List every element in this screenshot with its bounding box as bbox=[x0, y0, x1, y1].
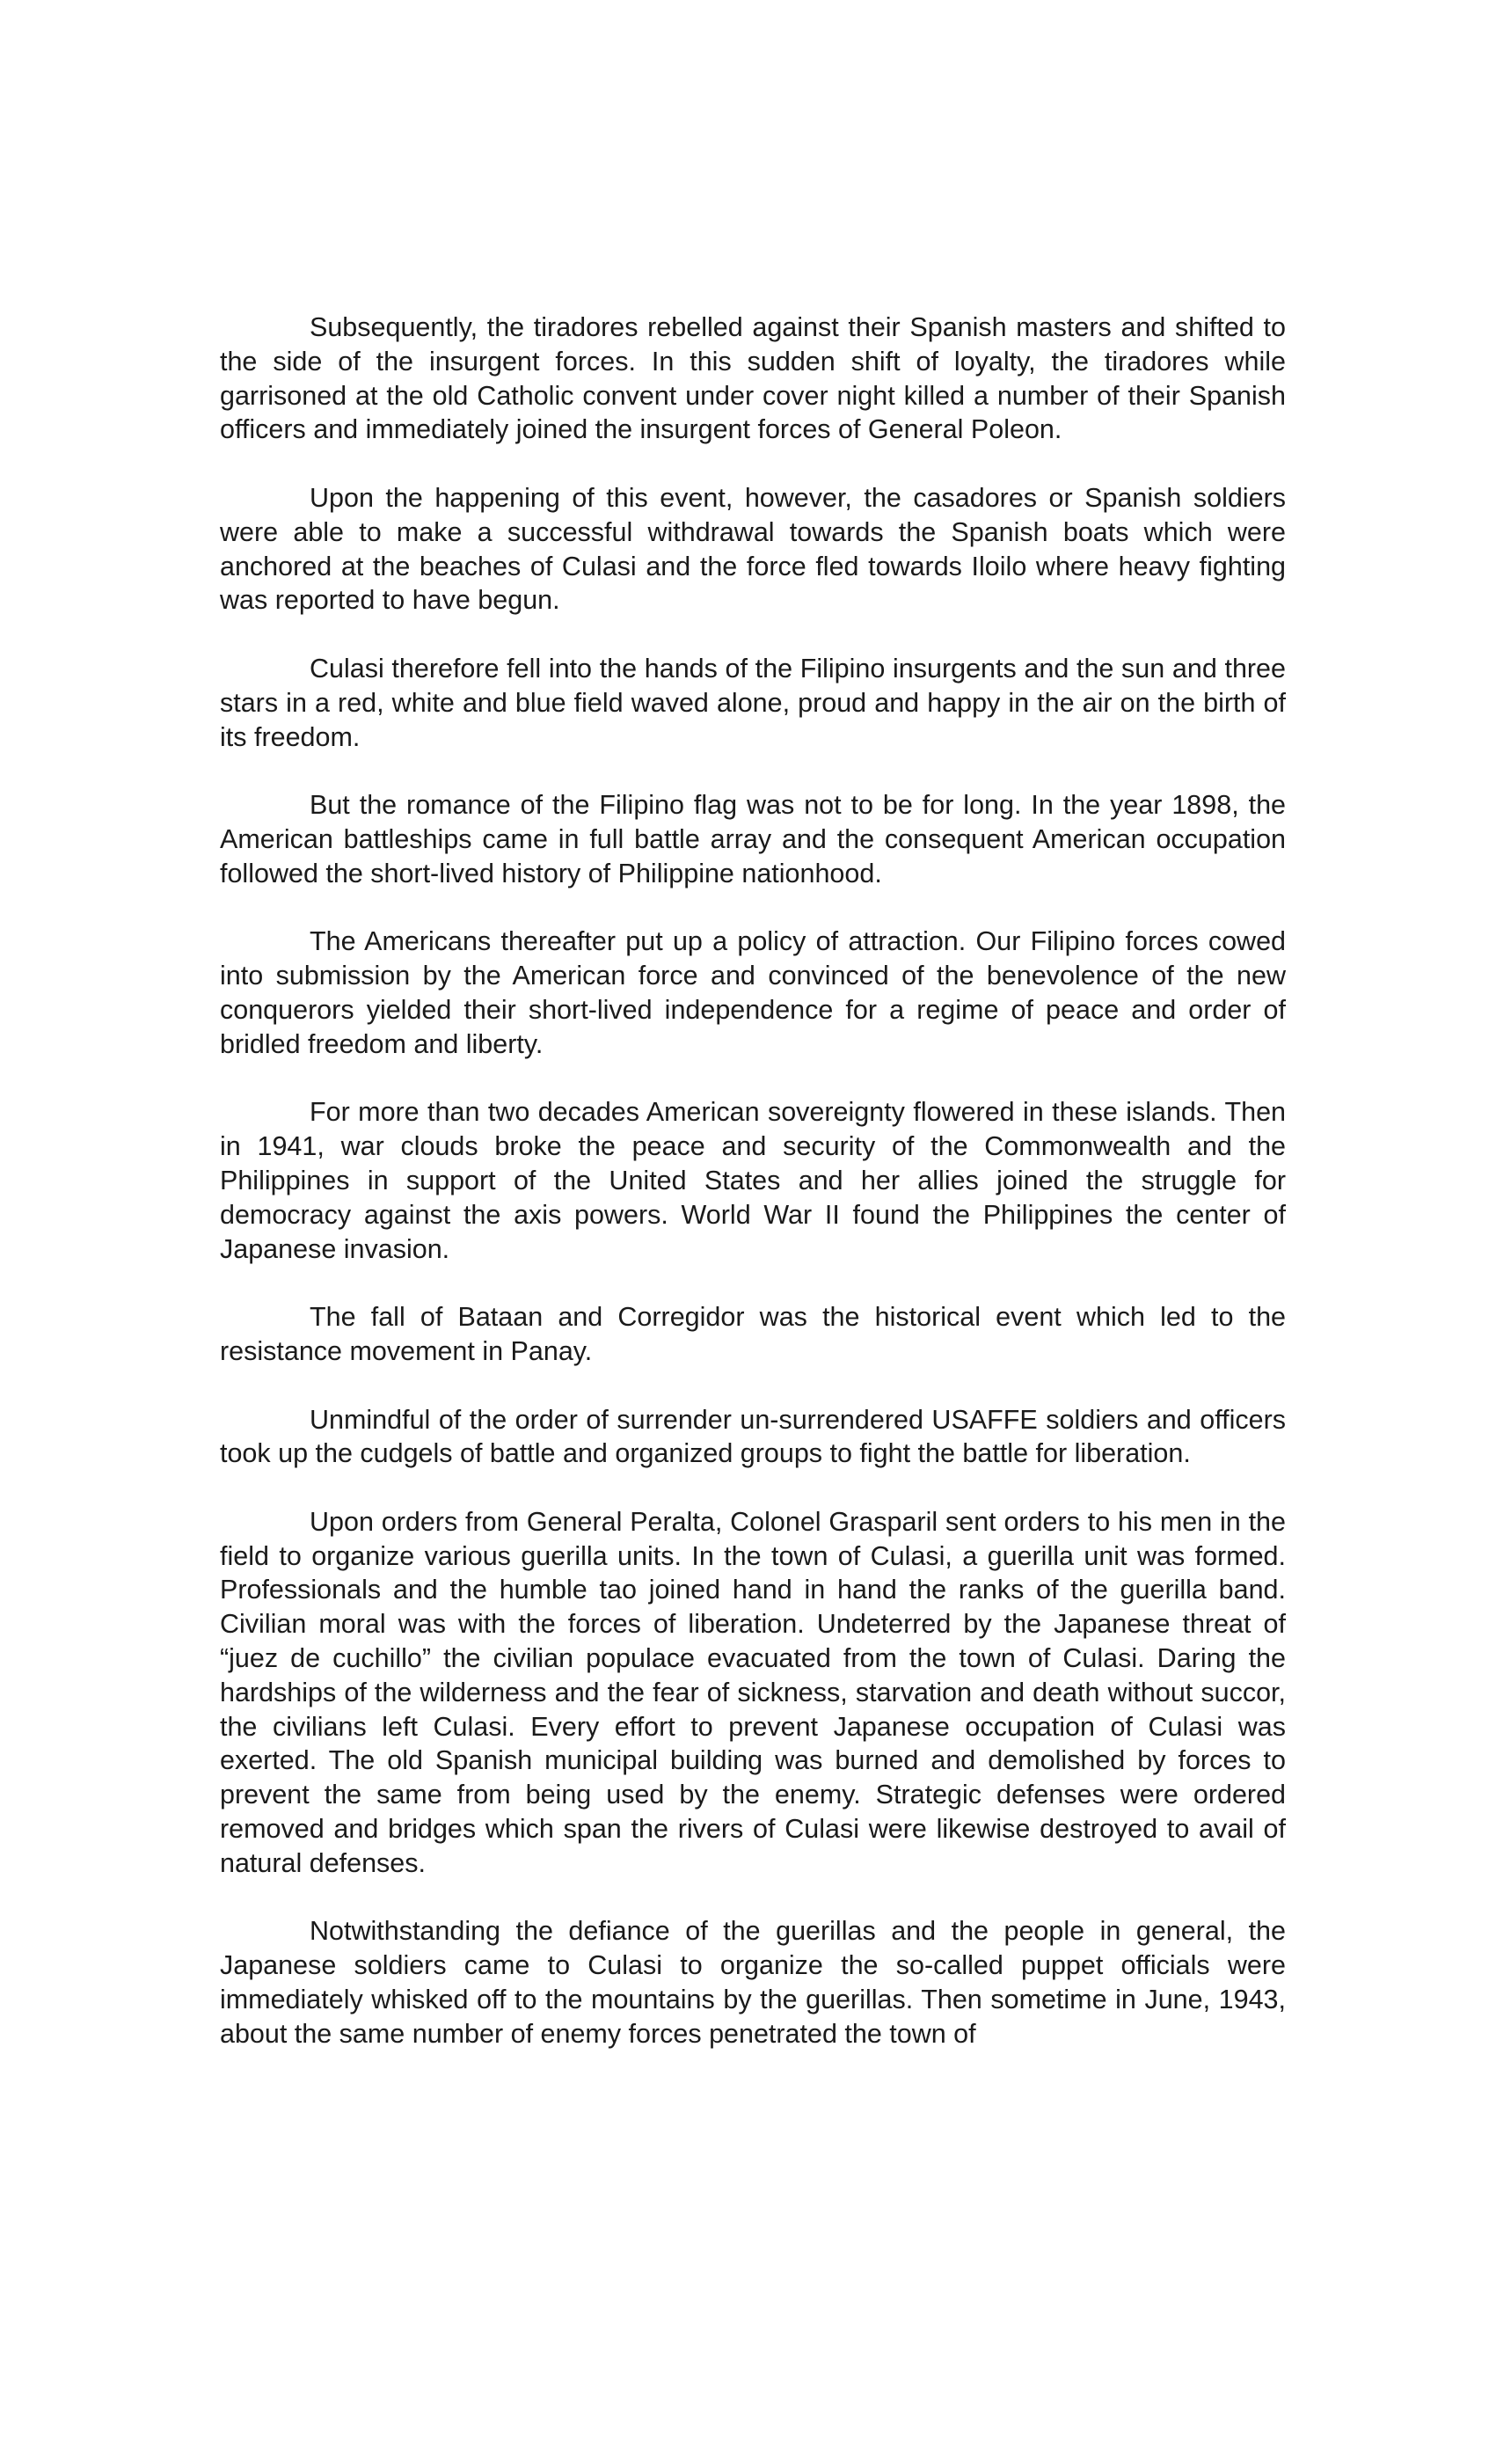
paragraph-fall-of-bataan: The fall of Bataan and Corregidor was the historical event which led to the resistance movement in Panay. bbox=[220, 1302, 1286, 1366]
paragraph-american-occupation: But the romance of the Filipino flag was not to be for long. In the year 1898, the American battleships came in full battle array and the consequent American occupation followed the short-lived history of Philippine nationhood. bbox=[220, 790, 1286, 888]
paragraph-japanese-penetration: Notwithstanding the defiance of the guerillas and the people in general, the Japanese soldiers came to Culasi to organize the so-called puppet officials were immediately whisked off to the mountains by the guerillas. Then sometime in June, 1943, about the same number of enemy forces penetrated the town of bbox=[220, 1916, 1286, 2049]
paragraph-american-sovereignty: For more than two decades American sovereignty flowered in these islands. Then in 1941, war clouds broke the peace and security of the Commonwealth and the Philippines in support of the United States and her allies joined the struggle for democracy against the axis powers. World War II found the Philippines the center of Japanese invasion. bbox=[220, 1097, 1286, 1264]
body-text bbox=[220, 311, 1286, 2051]
paragraph-culasi-freedom: Culasi therefore fell into the hands of the Filipino insurgents and the sun and three stars in a red, white and blue field waved alone, proud and happy in the air on the birth of its freedom. bbox=[220, 653, 1286, 752]
paragraph-tiradores-rebellion: Subsequently, the tiradores rebelled against their Spanish masters and shifted to the side of the insurgent forces. In this sudden shift of loyalty, the tiradores while garrisoned at the old Catholic convent under cover night killed a number of their Spanish officers and immediately joined the insurgent forces of General Poleon. bbox=[220, 312, 1286, 445]
paragraph-guerilla-units: Upon orders from General Peralta, Colonel Grasparil sent orders to his men in the field to organize various guerilla units. In the town of Culasi, a guerilla unit was formed. Professionals and the humble tao joined hand in hand the ranks of the guerilla band. Civilian moral was with the forces of liberation. Undeterred by the Japanese threat of “juez de cuchillo” the civilian populace evacuated from the town of Culasi. Daring the hardships of the wilderness and the fear of sickness, starvation and death without succor, the civilians left Culasi. Every effort to prevent Japanese occupation of Culasi was exerted. The old Spanish municipal building was burned and demolished by forces to prevent the same from being used by the enemy. Strategic defenses were ordered removed and bridges which span the rivers of Culasi were likewise destroyed to avail of natural defenses. bbox=[220, 1506, 1286, 1878]
paragraph-unsurrendered-soldiers: Unmindful of the order of surrender un-surrendered USAFFE soldiers and officers took up the cudgels of battle and organized groups to fight the battle for liberation. bbox=[220, 1404, 1286, 1469]
paragraph-policy-of-attraction: The Americans thereafter put up a policy of attraction. Our Filipino forces cowed into submission by the American force and convinced of the benevolence of the new conquerors yielded their short-lived independence for a regime of peace and order of bridled freedom and liberty. bbox=[220, 926, 1286, 1059]
paragraph-casadores-withdrawal: Upon the happening of this event, however, the casadores or Spanish soldiers were able to make a successful withdrawal towards the Spanish boats which were anchored at the beaches of Culasi and the force fled towards Iloilo where heavy fighting was reported to have begun. bbox=[220, 482, 1286, 616]
